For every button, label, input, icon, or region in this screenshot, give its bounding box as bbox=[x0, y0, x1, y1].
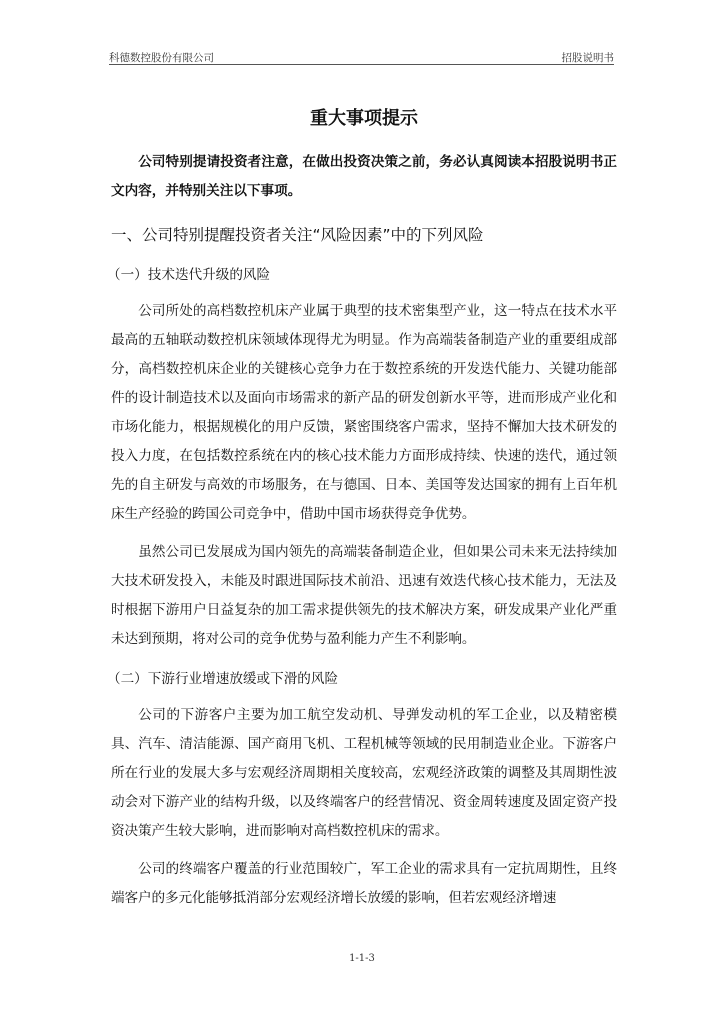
subsection-heading: （二）下游行业增速放缓或下滑的风险 bbox=[107, 671, 339, 687]
header-document-type: 招股说明书 bbox=[561, 52, 614, 64]
body-paragraph: 公司所处的高档数控机床产业属于典型的技术密集型产业，这一特点在技术水平最高的五轴联动数控机床领域体现得尤为明显。作为高端装备制造产业的重要组成部分，高档数控机床企业的关键核心竞争力在于数控系统的开发迭代能力、关键功能部件的设计制造技术以及面向市场需求的新产品的研发创新水平等，进而形成产业化和市场化能力，根据规模化的用户反馈，紧密围绕客户需求，坚持不懈加大技术研发的投入力度，在包括数控系统在内的核心技术能力方面形成持续、快速的迭代，通过领先的自主研发与高效的市场服务，在与德国、日本、美国等发达国家的拥有上百年机床生产经验的跨国公司竞争中，借助中国市场获得竞争优势。 bbox=[111, 303, 617, 522]
header-company-name: 科德数控股份有限公司 bbox=[109, 52, 214, 64]
document-body bbox=[107, 100, 617, 913]
body-paragraph: 公司的终端客户覆盖的行业范围较广，军工企业的需求具有一定抗周期性，且终端客户的多元化能够抵消部分宏观经济增长放缓的影响，但若宏观经济增速 bbox=[111, 861, 617, 906]
body-paragraph: 虽然公司已发展成为国内领先的高端装备制造企业，但如果公司未来无法持续加大技术研发投入，未能及时跟进国际技术前沿、迅速有效迭代核心技术能力，无法及时根据下游用户日益复杂的加工需求提供领先的技术解决方案，研发成果产业化严重未达到预期，将对公司的竞争优势与盈利能力产生不利影响。 bbox=[111, 544, 617, 647]
page-number: 1-1-3 bbox=[349, 953, 375, 964]
document-title: 重大事项提示 bbox=[310, 108, 418, 129]
header-divider bbox=[109, 64, 614, 65]
page-header bbox=[109, 44, 614, 62]
subsection-heading: （一）技术迭代升级的风险 bbox=[107, 267, 271, 283]
body-paragraph: 公司的下游客户主要为加工航空发动机、导弹发动机的军工企业，以及精密模具、汽车、清洁能源、国产商用飞机、工程机械等领域的民用制造业企业。下游客户所在行业的发展大多与宏观经济周期相关度较高，宏观经济政策的调整及其周期性波动会对下游产业的结构升级，以及终端客户的经营情况、资金周转速度及固定资产投资决策产生较大影响，进而影响对高档数控机床的需求。 bbox=[111, 707, 617, 839]
section-heading: 一、公司特别提醒投资者关注“风险因素”中的下列风险 bbox=[111, 226, 484, 244]
intro-paragraph: 公司特别提请投资者注意，在做出投资决策之前，务必认真阅读本招股说明书正文内容，并特别关注以下事项。 bbox=[111, 154, 617, 199]
